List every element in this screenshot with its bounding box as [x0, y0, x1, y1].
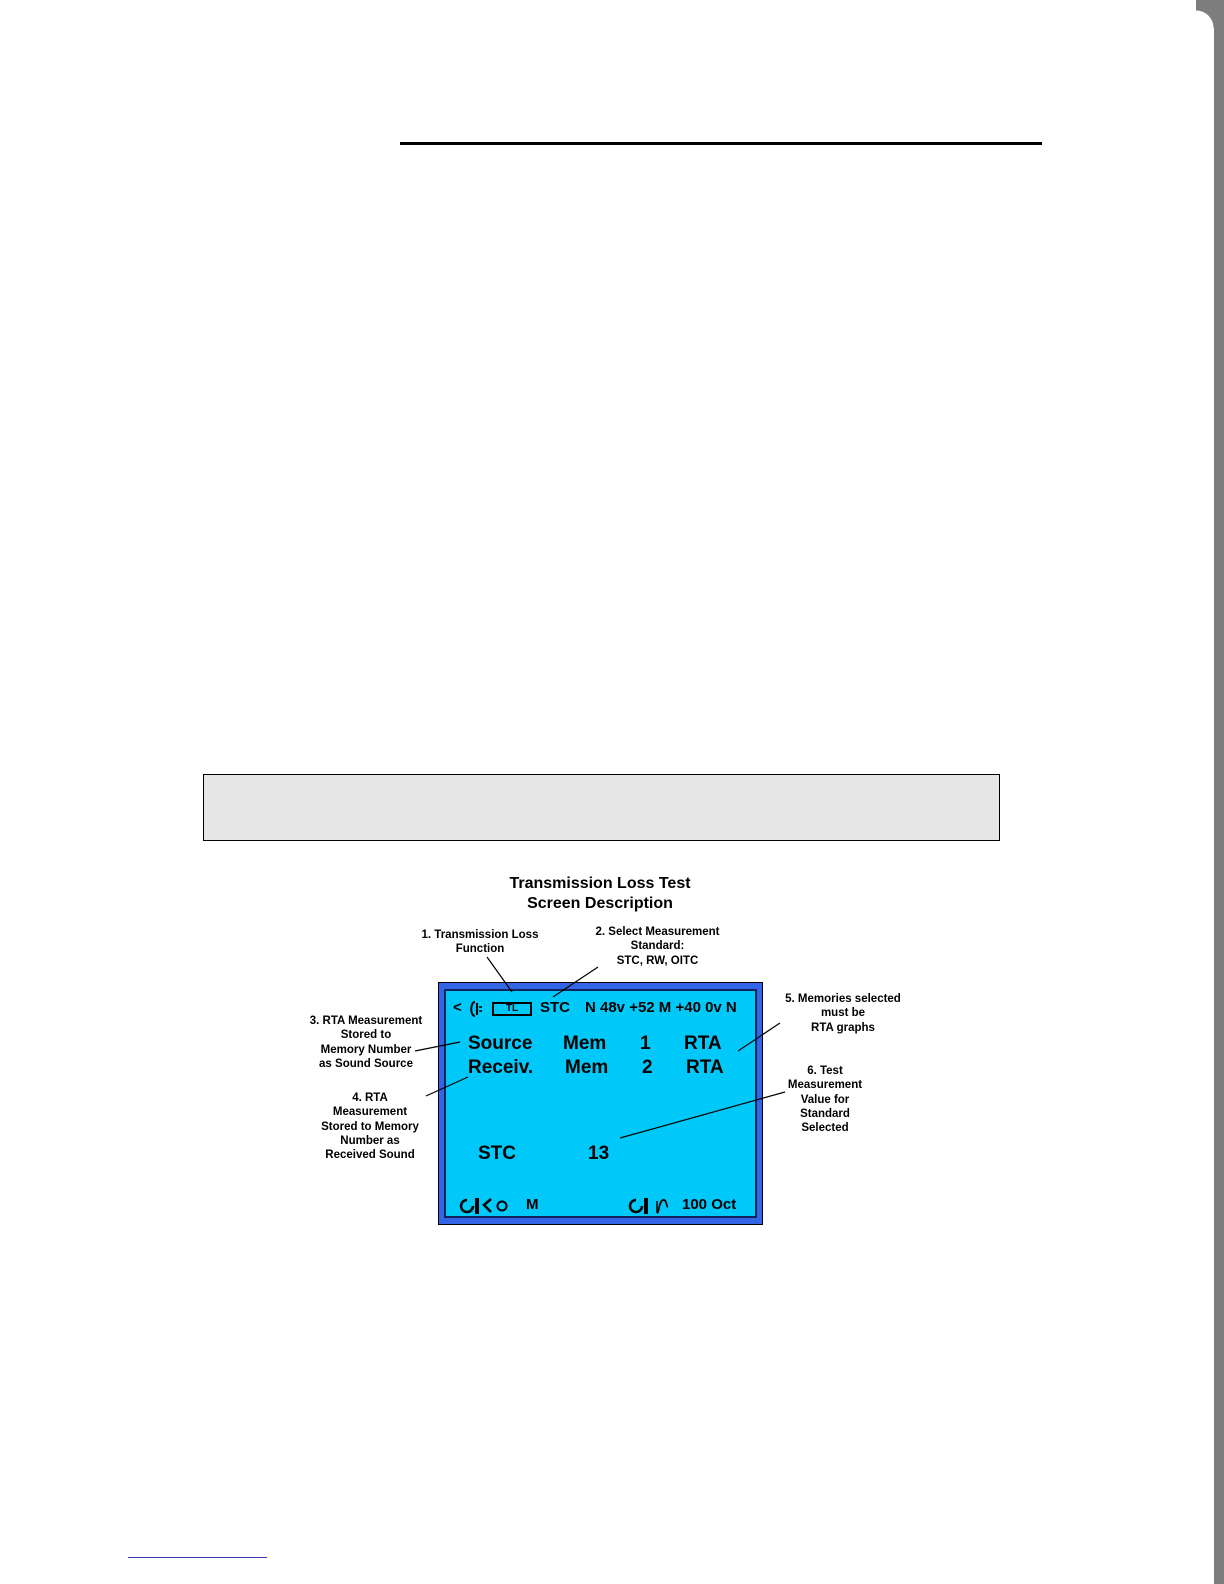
callout-3-line: Stored to [340, 1029, 392, 1042]
callout-4-line: Number as [340, 1134, 400, 1147]
lcd-screen-frame [438, 982, 763, 1225]
lcd-screen [444, 989, 757, 1218]
callout-3-line: Memory Number [320, 1043, 412, 1056]
page-edge-corner [1196, 0, 1214, 28]
back-symbol: < [453, 999, 462, 1016]
callout-1 [410, 928, 550, 957]
callout-3 [296, 1014, 436, 1071]
bottom-left-icons [459, 1197, 529, 1215]
receiv-mem-label: Mem [565, 1057, 609, 1078]
callout-6-line: Value for [800, 1093, 850, 1106]
callout-6-line: Standard [800, 1107, 850, 1120]
bandwidth-label: 100 Oct [682, 1196, 737, 1213]
result-value: 13 [588, 1143, 610, 1164]
callout-2-line: STC, RW, OITC [616, 954, 699, 967]
figure-title [450, 874, 750, 914]
callout-2-line: 2. Select Measurement [595, 926, 720, 938]
callout-1-line: 1. Transmission Loss [421, 929, 539, 941]
curve-icon [657, 1200, 668, 1213]
callout-1-line: Function [455, 943, 505, 956]
speaker-icon [468, 1001, 482, 1017]
callout-2-line: Standard: [630, 940, 685, 953]
figure-title-line1: Transmission Loss Test [509, 875, 691, 892]
talk-icon [484, 1199, 491, 1212]
standard-label: STC [540, 999, 570, 1016]
source-mem-number: 1 [640, 1033, 651, 1054]
callout-4 [305, 1091, 435, 1162]
note-box [203, 774, 1000, 841]
callout-6-line: Measurement [787, 1079, 863, 1092]
loop-icon [630, 1198, 648, 1214]
tl-label: TL [505, 1003, 519, 1014]
receiv-mem-number: 2 [642, 1057, 653, 1078]
callout-3-line: 3. RTA Measurement [309, 1015, 423, 1027]
tl-function-box [492, 1002, 532, 1016]
callout-4-line: Stored to Memory [321, 1120, 419, 1133]
callout-6 [770, 1064, 880, 1135]
callout-2 [585, 925, 730, 968]
callout-4-line: Measurement [332, 1106, 408, 1119]
header-rule [400, 142, 1042, 145]
source-type: RTA [684, 1033, 722, 1054]
callout-5-line: 5. Memories selected [785, 993, 901, 1005]
callout-5-line: must be [820, 1007, 866, 1020]
level-readout: N 48v +52 M +40 0v N [585, 999, 737, 1016]
callout-4-line: 4. RTA [352, 1092, 388, 1104]
bottom-right-icons [628, 1197, 682, 1215]
receiv-label: Receiv. [468, 1057, 534, 1078]
mode-label: M [526, 1196, 539, 1213]
footer-link-underline [128, 1557, 267, 1558]
receiv-type: RTA [686, 1057, 724, 1078]
callout-3-line: as Sound Source [319, 1057, 413, 1070]
callout-6-line: Selected [801, 1122, 849, 1135]
callout-4-line: Received Sound [325, 1149, 415, 1162]
figure-title-line2: Screen Description [527, 895, 673, 912]
source-label: Source [468, 1033, 533, 1054]
source-mem-label: Mem [563, 1033, 607, 1054]
callout-5 [773, 992, 913, 1035]
page-edge [1214, 0, 1224, 1584]
result-standard-label: STC [478, 1143, 516, 1164]
callout-6-line: 6. Test [807, 1065, 843, 1077]
loop-icon [461, 1198, 479, 1214]
callout-5-line: RTA graphs [811, 1021, 875, 1034]
